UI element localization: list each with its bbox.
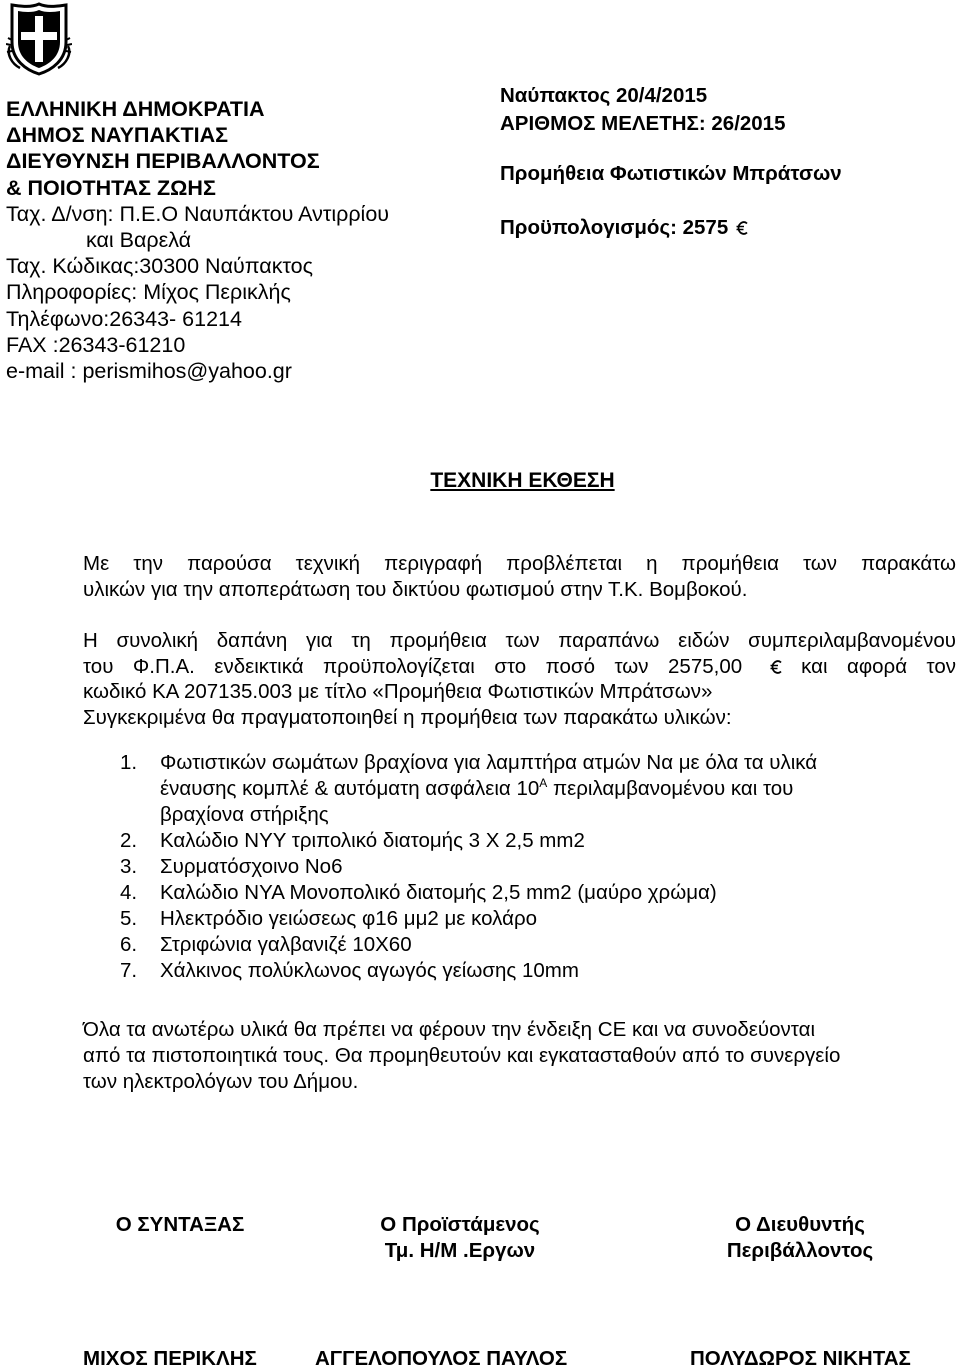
item-text-line-3: βραχίονα στήριξης xyxy=(160,803,329,826)
cost-code-text: και αφορά τον xyxy=(801,654,956,678)
cost-line-3: κωδικό ΚΑ 207135.003 με τίτλο «Προμήθεια Φωτιστικών Μπράτσων» xyxy=(83,680,713,703)
list-item xyxy=(120,958,920,984)
cost-line-1: Η συνολική δαπάνη για τη προμήθεια των παραπάνω ειδών συμπεριλαμβανομένου xyxy=(83,629,956,652)
item-text xyxy=(160,750,817,828)
role-text: Ο Διευθυντής xyxy=(735,1213,865,1236)
directorate-name-cont: & ΠΟΙΟΤΗΤΑΣ ΖΩΗΣ xyxy=(6,175,216,200)
signatory-role-head xyxy=(355,1212,565,1264)
euro-icon xyxy=(736,221,748,235)
item-number: 1. xyxy=(120,751,138,774)
role-text: Ο ΣΥΝΤΑΞΑΣ xyxy=(115,1213,245,1236)
cost-line-2 xyxy=(83,654,956,680)
municipality-name: ΔΗΜΟΣ ΝΑΥΠΑΚΤΙΑΣ xyxy=(6,123,229,148)
signatory-name-director: ΠΟΛΥΔΩΡΟΣ ΝΙΚΗΤΑΣ xyxy=(690,1347,911,1370)
list-item xyxy=(120,828,920,854)
study-number: ΑΡΙΘΜΟΣ ΜΕΛΕΤΗΣ: 26/2015 xyxy=(500,112,786,135)
intro-paragraph xyxy=(83,551,956,602)
materials-list xyxy=(120,750,920,984)
item-text: Στριφώνια γαλβανιζέ 10Χ60 xyxy=(160,933,412,956)
item-number: 4. xyxy=(120,881,138,904)
signatory-role-author xyxy=(100,1212,260,1238)
item-text-line-1: Φωτιστικών σωμάτων βραχίονα για λαμπτήρα ατμών Να με όλα τα υλικά xyxy=(160,751,818,774)
postal-address-cont: και Βαρελά xyxy=(86,228,192,253)
list-item xyxy=(120,880,920,906)
role-text-cont: Περιβάλλοντος xyxy=(726,1239,874,1262)
item-text-part: έναυσης κομπλέ & αυτόματη ασφάλεια 10 xyxy=(160,777,540,800)
place-date: Ναύπακτος 20/4/2015 xyxy=(500,84,708,107)
item-text: Καλώδιο NYA Μονοπολικό διατομής 2,5 mm2 (μαύρο χρώμα) xyxy=(160,881,717,904)
coat-of-arms-emblem xyxy=(6,2,72,76)
superscript-text: Α xyxy=(539,776,548,791)
item-text: Χάλκινος πολύκλωνος αγωγός γείωσης 10mm xyxy=(160,959,579,982)
country-name: ΕΛΛΗΝΙΚΗ ΔΗΜΟΚΡΑΤΙΑ xyxy=(6,97,265,121)
closing-paragraph xyxy=(83,1017,956,1095)
signatory-name-author: ΜΙΧΟΣ ΠΕΡΙΚΛΗΣ xyxy=(83,1347,257,1370)
fax-number: FAX :26343-61210 xyxy=(6,332,186,357)
postal-address: Ταχ. Δ/νση: Π.Ε.Ο Ναυπάκτου Αντιρρίου xyxy=(6,201,390,226)
information-contact: Πληροφορίες: Μίχος Περικλής xyxy=(6,280,291,305)
signatory-role-director xyxy=(700,1212,900,1264)
item-number: 3. xyxy=(120,855,138,878)
item-text: Καλώδιο NYY τριπολικό διατομής 3 Χ 2,5 mm2 xyxy=(160,829,585,852)
closing-line-2: από τα πιστοποιητικά τους. Θα προμηθευτούν και εγκατασταθούν από το συνεργείο xyxy=(83,1044,841,1067)
item-number: 5. xyxy=(120,907,138,930)
email-address: e-mail : perismihos@yahoo.gr xyxy=(6,359,292,384)
cost-line-4: Συγκεκριμένα θα πραγματοποιηθεί η προμήθεια των παρακάτω υλικών: xyxy=(83,705,732,729)
cost-amount-text: του Φ.Π.Α. ενδεικτικά προϋπολογίζεται στο ποσό των 2575,00 xyxy=(83,654,743,678)
role-text-cont: Τμ. Η/Μ .Εργων xyxy=(384,1239,536,1262)
closing-line-3: των ηλεκτρολόγων του Δήμου. xyxy=(83,1070,359,1093)
intro-line-2: υλικών για την αποπεράτωση του δικτύου φωτισμού στην Τ.Κ. Βομβοκού. xyxy=(83,577,748,601)
item-number: 2. xyxy=(120,829,138,852)
closing-line-1: Όλα τα ανωτέρω υλικά θα πρέπει να φέρουν την ένδειξη CE και να συνοδεύονται xyxy=(83,1018,815,1041)
cost-paragraph xyxy=(83,628,956,730)
list-item xyxy=(120,750,920,828)
directorate-name: ΔΙΕΥΘΥΝΣΗ ΠΕΡΙΒΑΛΛΟΝΤΟΣ xyxy=(6,149,320,174)
sender-block xyxy=(6,96,476,384)
list-item xyxy=(120,932,920,958)
phone-number: Τηλέφωνο:26343- 61214 xyxy=(6,306,242,331)
item-text-line-2 xyxy=(160,776,817,802)
item-number: 6. xyxy=(120,933,138,956)
list-item xyxy=(120,906,920,932)
item-text-part: περιλαμβανομένου και του xyxy=(547,777,794,800)
item-number: 7. xyxy=(120,959,138,982)
role-text: Ο Προϊστάμενος xyxy=(380,1213,540,1236)
item-text: Ηλεκτρόδιο γειώσεως φ16 μμ2 με κολάρο xyxy=(160,907,538,930)
euro-icon xyxy=(770,660,782,674)
postal-code: Ταχ. Κώδικας:30300 Ναύπακτος xyxy=(6,254,313,279)
signatory-name-head: ΑΓΓΕΛΟΠΟΥΛΟΣ ΠΑΥΛΟΣ xyxy=(315,1347,568,1370)
intro-line-1: Με την παρούσα τεχνική περιγραφή προβλέπεται η προμήθεια των παρακάτω xyxy=(83,552,956,575)
item-text: Συρματόσχοινο Νο6 xyxy=(160,855,343,878)
list-item xyxy=(120,854,920,880)
budget-line xyxy=(500,216,748,240)
document-title: ΤΕΧΝΙΚΗ ΕΚΘΕΣΗ xyxy=(430,469,615,492)
study-subject: Προμήθεια Φωτιστικών Μπράτσων xyxy=(500,162,842,185)
budget-text: Προϋπολογισμός: 2575 xyxy=(500,216,729,239)
